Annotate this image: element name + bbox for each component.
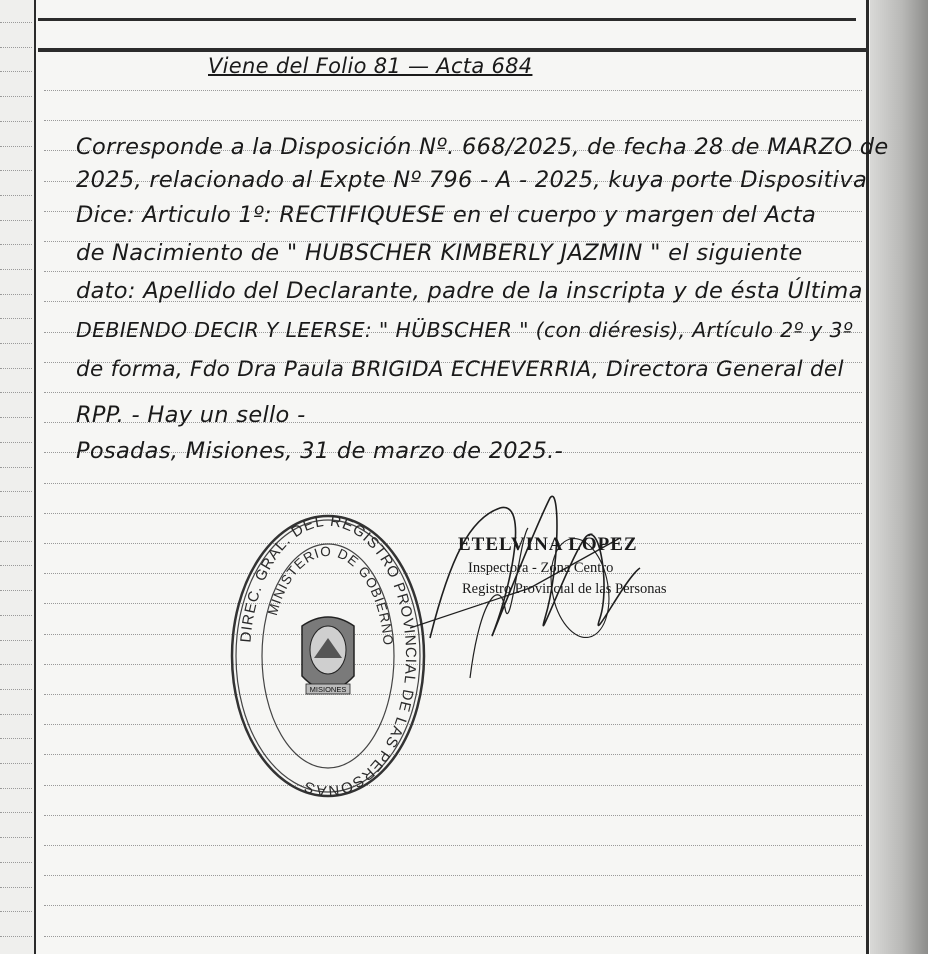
margin-rule xyxy=(0,22,32,23)
ledger-rule xyxy=(44,724,862,725)
body-line-5: dato: Apellido del Declarante, padre de la inscripta y de ésta Última xyxy=(76,278,863,304)
margin-rule xyxy=(0,146,32,147)
ledger-rule xyxy=(44,815,862,816)
ledger-rule xyxy=(44,754,862,755)
body-line-9: Posadas, Misiones, 31 de marzo de 2025.- xyxy=(76,438,564,464)
stamp-outer-text: DIREC. GRAL. DEL REGISTRO PROVINCIAL DE LAS PERSONAS xyxy=(237,512,420,800)
margin-rule xyxy=(0,195,32,196)
emblem-label: MISIONES xyxy=(309,685,347,694)
margin-rule xyxy=(0,170,32,171)
signatory-office: Registro Provincial de las Personas xyxy=(462,581,667,597)
margin-rule xyxy=(0,911,32,912)
body-line-2: 2025, relacionado al Expte Nº 796 - A - 2025, kuya porte Dispositiva xyxy=(76,167,868,193)
margin-rule xyxy=(0,714,32,715)
title-text: Viene del Folio 81 — Acta 684 xyxy=(208,54,533,78)
ledger-rule xyxy=(44,785,862,786)
margin-rule xyxy=(0,491,32,492)
margin-rule xyxy=(0,812,32,813)
margin-rule xyxy=(0,467,32,468)
margin-rule xyxy=(0,343,32,344)
ledger-rule xyxy=(44,905,862,906)
margin-rule xyxy=(0,887,32,888)
ledger-rule xyxy=(44,845,862,846)
body-line-3: Dice: Articulo 1º: RECTIFIQUESE en el cuerpo y margen del Acta xyxy=(76,202,817,228)
top-rule xyxy=(38,18,856,21)
margin-rule xyxy=(0,640,32,641)
ledger-rule xyxy=(44,392,862,393)
margin-rule xyxy=(0,738,32,739)
margin-rule xyxy=(0,47,32,48)
ledger-rule xyxy=(44,120,862,121)
margin-rule xyxy=(0,763,32,764)
official-seal-stamp xyxy=(228,508,428,804)
ledger-rule xyxy=(44,90,862,91)
margin-rule xyxy=(0,862,32,863)
body-line-4: de Nacimiento de " HUBSCHER KIMBERLY JAZMIN " el siguiente xyxy=(76,240,803,266)
margin-rule xyxy=(0,590,32,591)
margin-rule xyxy=(0,837,32,838)
top-heavy-rule xyxy=(38,48,868,52)
margin-rule xyxy=(0,788,32,789)
margin-rule xyxy=(0,442,32,443)
coat-of-arms-emblem xyxy=(302,617,354,694)
left-margin-line xyxy=(34,0,36,954)
margin-rule xyxy=(0,936,32,937)
margin-rule xyxy=(0,121,32,122)
signatory-role: Inspectora - Zona Centro xyxy=(468,560,614,576)
body-line-8: RPP. - Hay un sello - xyxy=(76,402,306,428)
margin-rule xyxy=(0,368,32,369)
margin-rule xyxy=(0,615,32,616)
left-margin-strip xyxy=(0,0,34,954)
margin-rule xyxy=(0,664,32,665)
ledger-rule xyxy=(44,875,862,876)
margin-rule xyxy=(0,71,32,72)
ledger-rule xyxy=(44,936,862,937)
margin-rule xyxy=(0,244,32,245)
signatory-name: ETELVINA LÓPEZ xyxy=(458,534,638,555)
margin-rule xyxy=(0,294,32,295)
margin-rule xyxy=(0,392,32,393)
margin-rule xyxy=(0,689,32,690)
margin-rule xyxy=(0,269,32,270)
margin-rule xyxy=(0,565,32,566)
margin-rule xyxy=(0,541,32,542)
ledger-rule xyxy=(44,271,862,272)
body-line-1: Corresponde a la Disposición Nº. 668/2025, de fecha 28 de MARZO de xyxy=(76,134,889,160)
margin-rule xyxy=(0,318,32,319)
body-line-7: de forma, Fdo Dra Paula BRIGIDA ECHEVERRIA, Directora General del xyxy=(76,357,844,382)
page-title xyxy=(208,54,532,78)
body-line-6: DEBIENDO DECIR Y LEERSE: " HÜBSCHER " (con diéresis), Artículo 2º y 3º xyxy=(76,318,853,342)
margin-rule xyxy=(0,417,32,418)
margin-rule xyxy=(0,220,32,221)
stamp-inner-text: MINISTERIO DE GOBIERNO xyxy=(264,543,396,647)
margin-rule xyxy=(0,96,32,97)
margin-rule xyxy=(0,516,32,517)
